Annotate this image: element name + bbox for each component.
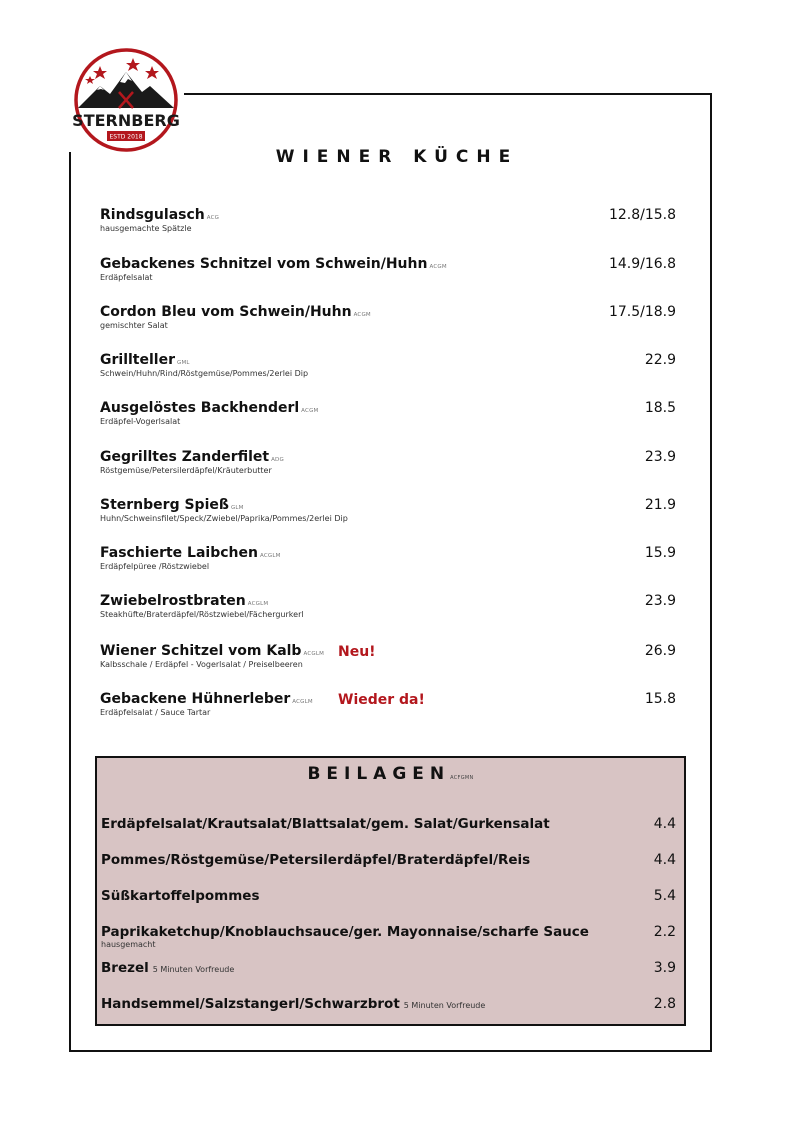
- menu-item: [100, 497, 676, 523]
- menu-item-name: [100, 352, 676, 368]
- dish-price: 17.5/18.9: [608, 304, 676, 320]
- dish-price: 15.9: [644, 545, 676, 561]
- dish-description: Schwein/Huhn/Rind/Röstgemüse/Pommes/2erlei Dip: [100, 369, 309, 378]
- side-dish-name: Erdäpfelsalat/Krautsalat/Blattsalat/gem. Salat/Gurkensalat: [101, 816, 550, 832]
- beilagen-title: [97, 764, 684, 784]
- side-dish-name: Pommes/Röstgemüse/Petersilerdäpfel/Braterdäpfel/Reis: [101, 852, 531, 868]
- sternberg-logo: [68, 48, 184, 152]
- allergen-codes: ADG: [271, 457, 284, 463]
- side-dish-item: [101, 888, 676, 904]
- side-dish-name-line: [101, 996, 676, 1012]
- menu-item: [100, 207, 676, 233]
- allergen-codes: GML: [176, 360, 190, 366]
- side-dish-subtext: hausgemacht: [101, 940, 156, 949]
- dish-price: 14.9/16.8: [608, 256, 676, 272]
- menu-item-name: [100, 207, 676, 223]
- dish-price: 23.9: [644, 449, 676, 465]
- dish-name: Grillteller: [100, 352, 175, 368]
- side-dish-price: 2.2: [653, 924, 676, 940]
- side-dish-item: [101, 924, 676, 949]
- dish-description: Huhn/Schweinsfilet/Speck/Zwiebel/Paprika/Pommes/2erlei Dip: [100, 514, 348, 523]
- dish-price: 22.9: [644, 352, 676, 368]
- beilagen-section: [95, 756, 686, 1026]
- menu-item-name: [100, 304, 676, 320]
- side-dish-price: 2.8: [653, 996, 676, 1012]
- allergen-codes: ACGLM: [303, 651, 325, 657]
- dish-tag: Neu!: [338, 644, 376, 660]
- side-dish-name-line: [101, 924, 676, 940]
- side-dish-note: 5 Minuten Vorfreude: [152, 965, 235, 974]
- dish-description: Erdäpfelsalat / Sauce Tartar: [100, 708, 211, 717]
- beilagen-allergen-codes: ACFGMN: [450, 775, 474, 781]
- menu-item: [100, 643, 676, 669]
- dish-price: 12.8/15.8: [608, 207, 676, 223]
- menu-item-name: [100, 400, 676, 416]
- allergen-codes: ACGLM: [292, 699, 313, 705]
- allergen-codes: ACGM: [301, 408, 319, 414]
- dish-price: 26.9: [644, 643, 676, 659]
- dish-name: Sternberg Spieß: [100, 497, 229, 513]
- side-dish-name: Paprikaketchup/Knoblauchsauce/ger. Mayonnaise/scharfe Sauce: [101, 924, 589, 940]
- dish-description: gemischter Salat: [100, 321, 168, 330]
- side-dish-price: 4.4: [653, 816, 676, 832]
- side-dish-name: Süßkartoffelpommes: [101, 888, 260, 904]
- dish-price: 23.9: [644, 593, 676, 609]
- menu-item-name: [100, 256, 676, 272]
- menu-item: [100, 256, 676, 282]
- side-dish-name: Brezel: [101, 960, 149, 976]
- menu-item-name: [100, 593, 676, 609]
- side-dish-item: [101, 960, 676, 976]
- side-dish-price: 4.4: [653, 852, 676, 868]
- dish-name: Gegrilltes Zanderfilet: [100, 449, 270, 465]
- menu-item: [100, 545, 676, 571]
- menu-item-name: [100, 545, 676, 561]
- logo-name: STERNBERG: [72, 111, 180, 130]
- dish-description: Kalbsschale / Erdäpfel - Vogerlsalat / Preiselbeeren: [100, 660, 303, 669]
- menu-item: [100, 449, 676, 475]
- dish-description: Erdäpfelpüree /Röstzwiebel: [100, 562, 210, 571]
- dish-name: Rindsgulasch: [100, 207, 205, 223]
- side-dish-item: [101, 852, 676, 868]
- side-dish-name-line: [101, 816, 676, 832]
- side-dish-item: [101, 816, 676, 832]
- allergen-codes: GLM: [230, 505, 244, 511]
- dish-description: Röstgemüse/Petersilerdäpfel/Kräuterbutter: [100, 466, 272, 475]
- dish-description: Erdäpfel-Vogerlsalat: [100, 417, 181, 426]
- dish-name: Cordon Bleu vom Schwein/Huhn: [100, 304, 352, 320]
- menu-item-name: [100, 449, 676, 465]
- dish-name: Gebackene Hühnerleber: [100, 691, 291, 707]
- dish-name: Ausgelöstes Backhenderl: [100, 400, 300, 416]
- menu-item: [100, 352, 676, 378]
- beilagen-title-text: BEILAGEN: [307, 764, 451, 784]
- dish-name: Zwiebelrostbraten: [100, 593, 246, 609]
- side-dish-name-line: [101, 960, 676, 976]
- menu-item: [100, 304, 676, 330]
- logo-est: ESTD 2018: [109, 133, 143, 141]
- dish-price: 18.5: [644, 400, 676, 416]
- side-dish-note: 5 Minuten Vorfreude: [403, 1001, 486, 1010]
- page-title: WIENER KÜCHE: [275, 147, 519, 167]
- menu-item-name: [100, 643, 676, 659]
- dish-description: hausgemachte Spätzle: [100, 224, 192, 233]
- dish-description: Steakhüfte/Braterdäpfel/Röstzwiebel/Fächergurkerl: [100, 610, 304, 619]
- allergen-codes: ACG: [206, 215, 220, 221]
- dish-tag: Wieder da!: [338, 692, 425, 708]
- menu-item: [100, 691, 676, 717]
- dish-name: Faschierte Laibchen: [100, 545, 258, 561]
- side-dish-price: 3.9: [653, 960, 676, 976]
- allergen-codes: ACGM: [353, 312, 371, 318]
- side-dish-name: Handsemmel/Salzstangerl/Schwarzbrot: [101, 996, 400, 1012]
- dish-price: 21.9: [644, 497, 676, 513]
- side-dish-name-line: [101, 888, 676, 904]
- allergen-codes: ACGM: [429, 264, 447, 270]
- dish-name: Gebackenes Schnitzel vom Schwein/Huhn: [100, 256, 428, 272]
- menu-item: [100, 400, 676, 426]
- side-dish-item: [101, 996, 676, 1012]
- allergen-codes: ACGLM: [247, 601, 269, 607]
- dish-price: 15.8: [644, 691, 676, 707]
- dish-name: Wiener Schitzel vom Kalb: [100, 643, 302, 659]
- dish-description: Erdäpfelsalat: [100, 273, 153, 282]
- side-dish-name-line: [101, 852, 676, 868]
- allergen-codes: ACGLM: [259, 553, 281, 559]
- menu-item-name: [100, 497, 676, 513]
- menu-item: [100, 593, 676, 619]
- side-dish-price: 5.4: [653, 888, 676, 904]
